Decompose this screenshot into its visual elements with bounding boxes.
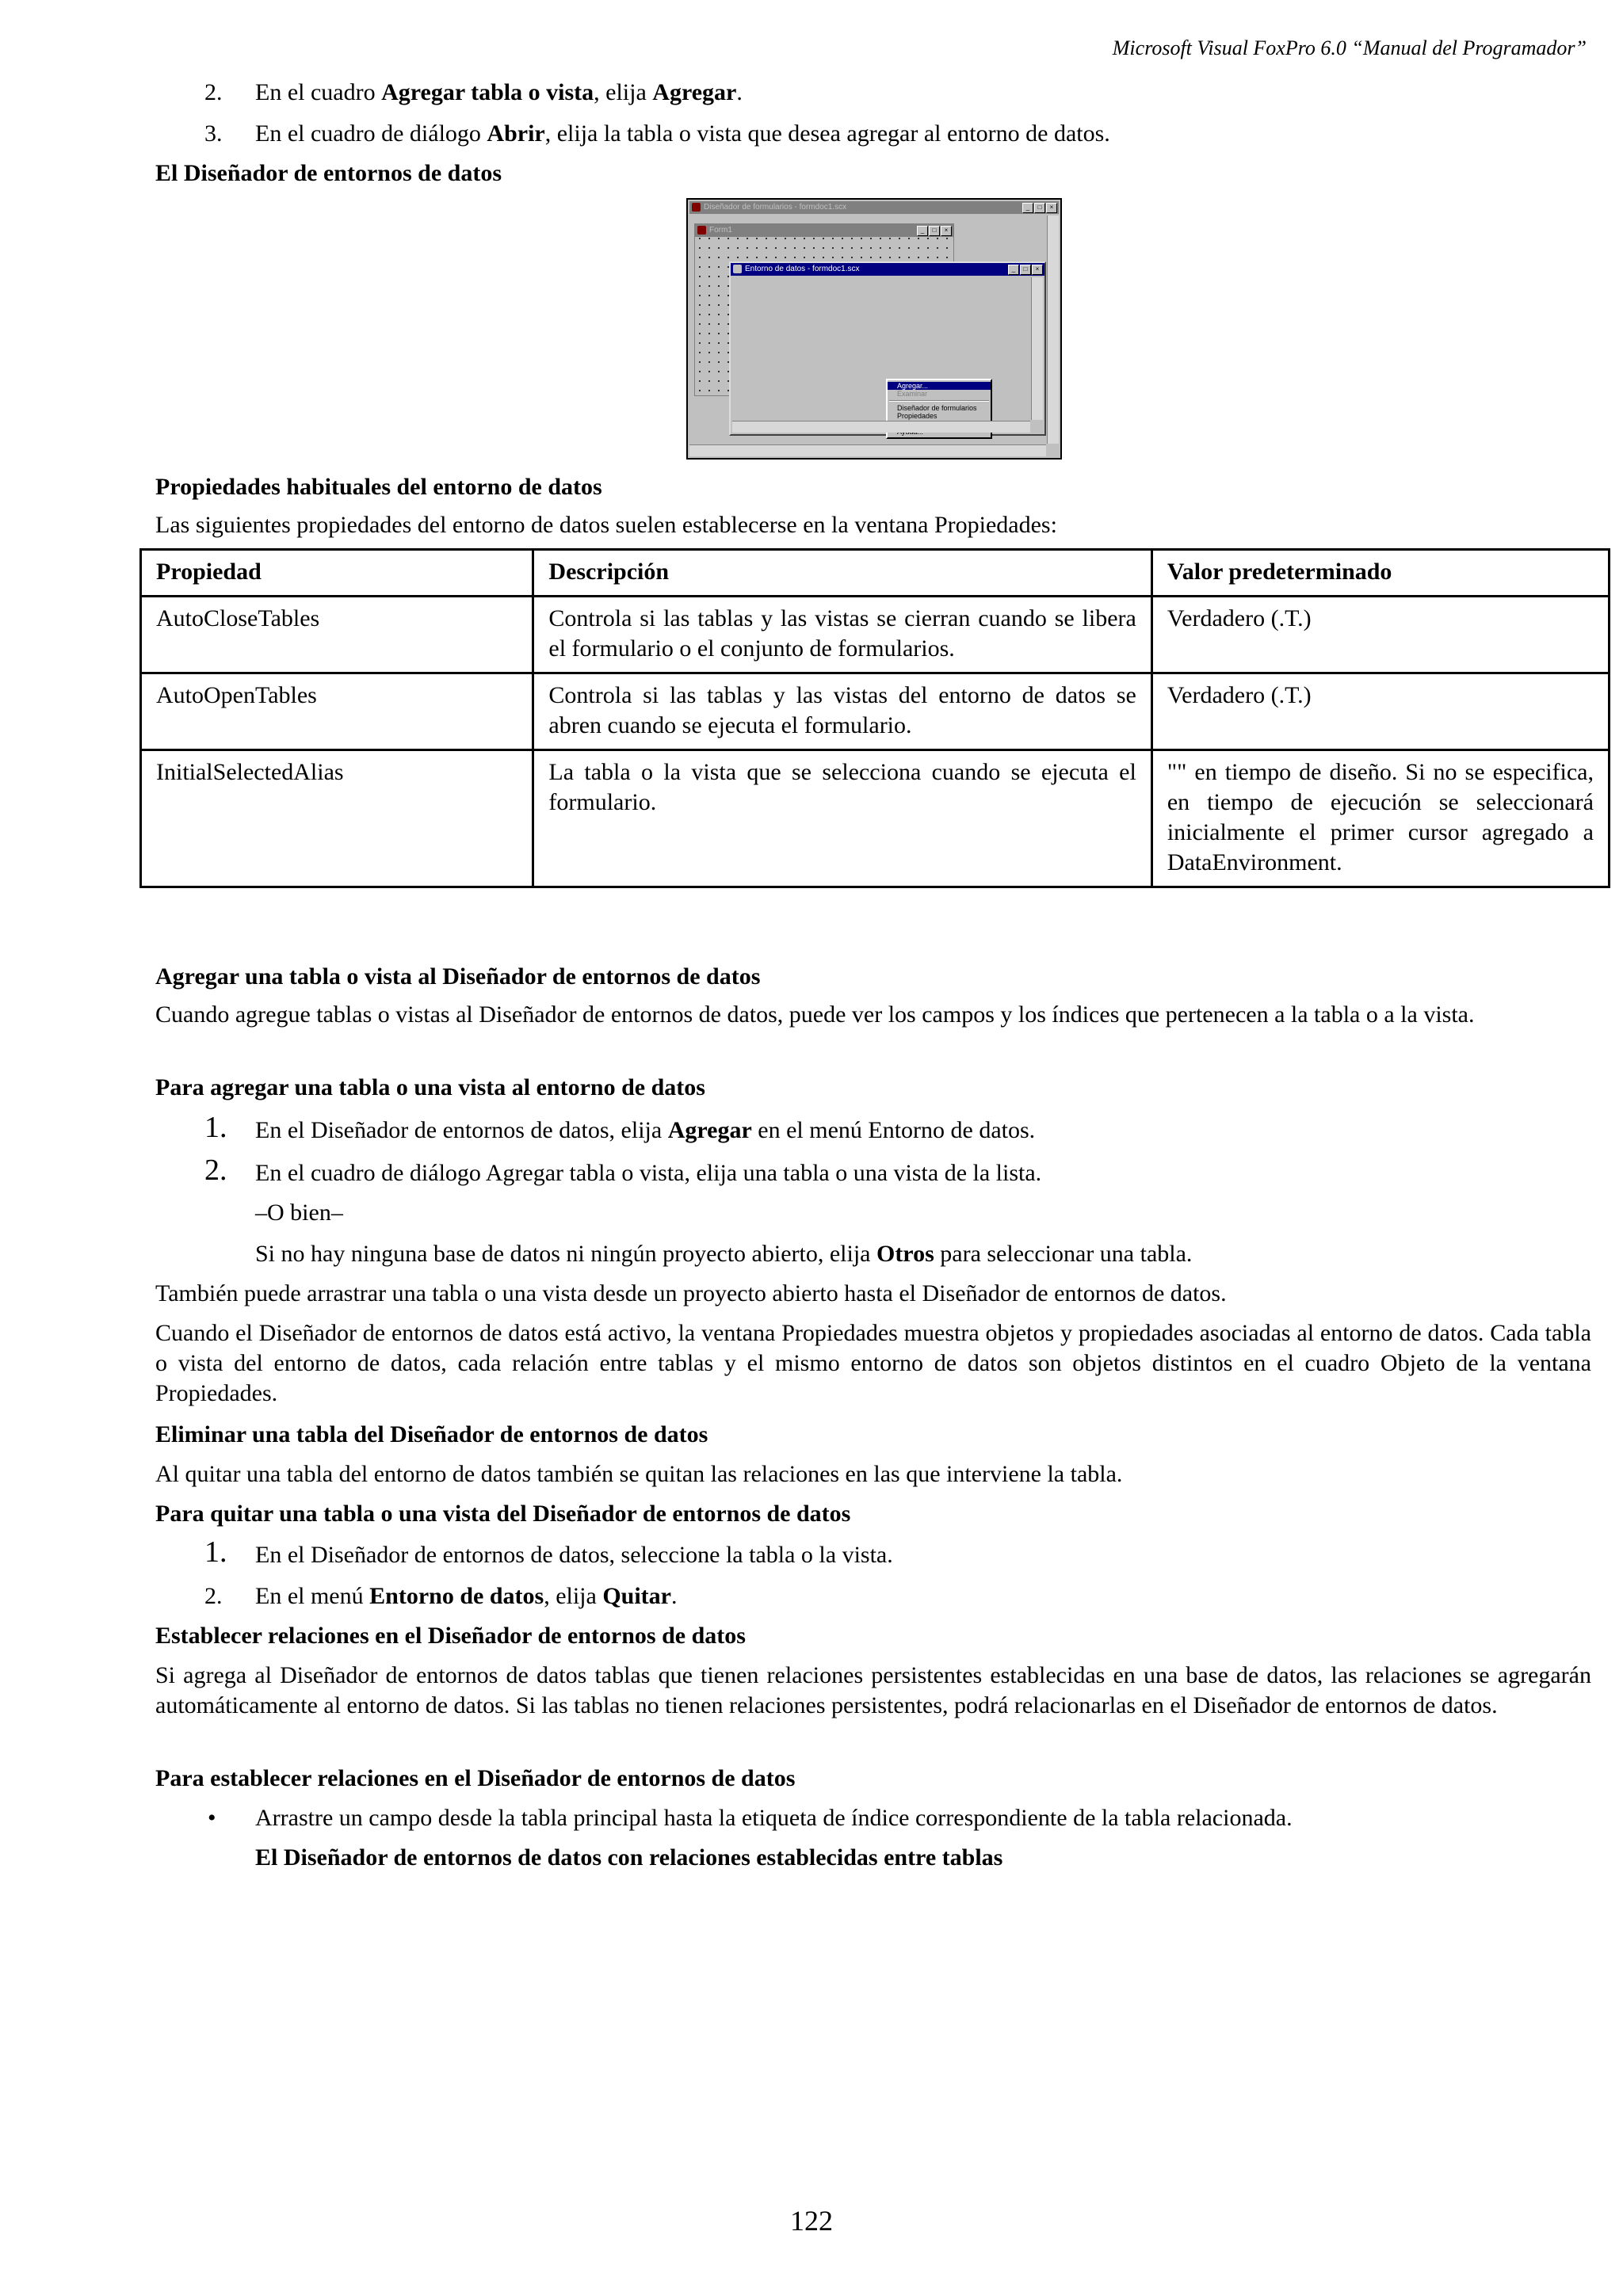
properties-table bbox=[139, 548, 1610, 888]
add-section-paragraph-2: También puede arrastrar una tabla o una vista desde un proyecto abierto hasta el Diseñador de entornos de datos. bbox=[155, 1280, 1227, 1306]
outer-vertical-scrollbar bbox=[1047, 215, 1059, 444]
step-number: 2. bbox=[204, 79, 223, 105]
bullet-icon: • bbox=[208, 1805, 216, 1831]
close-icon: × bbox=[1032, 265, 1043, 275]
relations-bullet: Arrastre un campo desde la tabla principal hasta la etiqueta de índice correspondiente de la tabla relacionada. bbox=[255, 1805, 1293, 1831]
description-cell: Controla si las tablas y las vistas del entorno de datos se abren cuando se ejecuta el formulario. bbox=[533, 673, 1151, 750]
form1-titlebar: Form1 _ □ × bbox=[695, 224, 953, 237]
minimize-icon: _ bbox=[1022, 203, 1033, 213]
running-header: Microsoft Visual FoxPro 6.0 “Manual del Programador” bbox=[1112, 36, 1587, 59]
menu-item-disenador: Diseñador de formularios bbox=[897, 404, 977, 412]
form-designer-titlebar: Diseñador de formularios - formdoc1.scx _ □ × bbox=[689, 201, 1059, 214]
relations-section-heading: Establecer relaciones en el Diseñador de entornos de datos bbox=[155, 1623, 746, 1649]
table-row bbox=[141, 597, 1610, 673]
maximize-icon: □ bbox=[929, 226, 940, 236]
outer-horizontal-scrollbar bbox=[689, 444, 1046, 456]
table-header-row bbox=[141, 550, 1610, 597]
remove-procedure-heading: Para quitar una tabla o una vista del Diseñador de entornos de datos bbox=[155, 1501, 851, 1527]
default-value-cell: Verdadero (.T.) bbox=[1151, 597, 1609, 673]
remove-section-paragraph: Al quitar una tabla del entorno de datos también se quitan las relaciones en las que interviene la tabla. bbox=[155, 1461, 1123, 1487]
step-number: 1. bbox=[204, 1111, 227, 1144]
window-controls bbox=[1022, 203, 1057, 213]
step-number: 2. bbox=[204, 1154, 227, 1187]
or-text: –O bien– bbox=[255, 1199, 343, 1226]
table-row bbox=[141, 673, 1610, 750]
add-section-paragraph: Cuando agregue tablas o vistas al Diseñador de entornos de datos, puede ver los campos y los índices que pertenecen a la tabla o a la vista. bbox=[155, 1001, 1475, 1028]
intro-step-2: En el cuadro Agregar tabla o vista, elija Agregar. bbox=[255, 79, 743, 105]
close-icon: × bbox=[941, 226, 952, 236]
default-value-cell: Verdadero (.T.) bbox=[1151, 673, 1609, 750]
foxpro-app-icon bbox=[692, 203, 701, 212]
data-environment-titlebar: Entorno de datos - formdoc1.scx _ □ × bbox=[731, 263, 1044, 276]
menu-separator bbox=[889, 400, 989, 402]
props-intro: Las siguientes propiedades del entorno de datos suelen establecerse en la ventana Propiedades: bbox=[155, 512, 1057, 538]
add-step-1: En el Diseñador de entornos de datos, elija Agregar en el menú Entorno de datos. bbox=[255, 1117, 1036, 1143]
minimize-icon: _ bbox=[1008, 265, 1019, 275]
column-header: Propiedad bbox=[141, 550, 533, 597]
data-environment-window bbox=[729, 261, 1046, 436]
table-row bbox=[141, 750, 1610, 887]
maximize-icon: □ bbox=[1020, 265, 1031, 275]
property-cell: InitialSelectedAlias bbox=[141, 750, 533, 887]
remove-section-heading: Eliminar una tabla del Diseñador de entornos de datos bbox=[155, 1421, 708, 1447]
column-header: Valor predeterminado bbox=[1151, 550, 1609, 597]
add-section-paragraph-3: Cuando el Diseñador de entornos de datos está activo, la ventana Propiedades muestra objetos y propiedades asociadas al entorno de datos. Cada tabla o vista del entorno de datos, cada relación entre tablas y el mismo entorno de datos son objetos distintos en el cuadro Objeto de la ventana Propiedades. bbox=[155, 1320, 1591, 1406]
step-number: 1. bbox=[204, 1535, 227, 1569]
add-procedure-heading: Para agregar una tabla o una vista al entorno de datos bbox=[155, 1074, 705, 1100]
data-environment-icon bbox=[733, 265, 742, 273]
description-cell: Controla si las tablas y las vistas se cierran cuando se libera el formulario o el conjunto de formularios. bbox=[533, 597, 1151, 673]
vertical-scrollbar bbox=[1031, 277, 1043, 420]
property-cell: AutoOpenTables bbox=[141, 673, 533, 750]
close-icon: × bbox=[1046, 203, 1057, 213]
intro-step-3: En el cuadro de diálogo Abrir, elija la tabla o vista que desea agregar al entorno de datos. bbox=[255, 120, 1110, 147]
description-cell: La tabla o la vista que se selecciona cuando se ejecuta el formulario. bbox=[533, 750, 1151, 887]
relations-procedure-heading: Para establecer relaciones en el Diseñador de entornos de datos bbox=[155, 1765, 796, 1791]
remove-step-2: En el menú Entorno de datos, elija Quitar. bbox=[255, 1583, 678, 1609]
step-number: 2. bbox=[204, 1583, 223, 1609]
minimize-icon: _ bbox=[917, 226, 928, 236]
menu-item-agregar: Agregar... bbox=[888, 382, 991, 390]
step-number: 3. bbox=[204, 120, 223, 147]
horizontal-scrollbar bbox=[732, 421, 1030, 433]
default-value-cell: "" en tiempo de diseño. Si no se especifica, en tiempo de ejecución se seleccionará inicialmente el primer cursor agregado a DataEnvironment. bbox=[1151, 750, 1609, 887]
relations-figure-caption: El Diseñador de entornos de datos con relaciones establecidas entre tablas bbox=[255, 1844, 1003, 1871]
maximize-icon: □ bbox=[1034, 203, 1045, 213]
data-environment-screenshot bbox=[686, 198, 1062, 460]
column-header: Descripción bbox=[533, 550, 1151, 597]
page-number: 122 bbox=[790, 2205, 833, 2237]
add-alternative: Si no hay ninguna base de datos ni ningún proyecto abierto, elija Otros para seleccionar una tabla. bbox=[255, 1241, 1193, 1267]
menu-item-propiedades: Propiedades bbox=[897, 412, 938, 420]
form-icon bbox=[697, 226, 706, 235]
remove-step-1: En el Diseñador de entornos de datos, seleccione la tabla o la vista. bbox=[255, 1542, 893, 1568]
dataenv-controls bbox=[1008, 265, 1043, 275]
figure-caption: El Diseñador de entornos de datos bbox=[155, 160, 502, 186]
relations-section-paragraph: Si agrega al Diseñador de entornos de datos tablas que tienen relaciones persistentes establecidas en una base de datos, las relaciones se agregarán automáticamente al entorno de datos. Si las tablas no tienen relaciones persistentes, podrá relacionarlas en el Diseñador de entornos de datos. bbox=[155, 1662, 1591, 1718]
property-cell: AutoCloseTables bbox=[141, 597, 533, 673]
form1-controls bbox=[917, 226, 952, 236]
add-step-2: En el cuadro de diálogo Agregar tabla o vista, elija una tabla o una vista de la lista. bbox=[255, 1160, 1042, 1186]
props-heading: Propiedades habituales del entorno de datos bbox=[155, 474, 602, 500]
add-section-heading: Agregar una tabla o vista al Diseñador de entornos de datos bbox=[155, 963, 761, 990]
menu-item-examinar: Examinar bbox=[897, 390, 928, 398]
